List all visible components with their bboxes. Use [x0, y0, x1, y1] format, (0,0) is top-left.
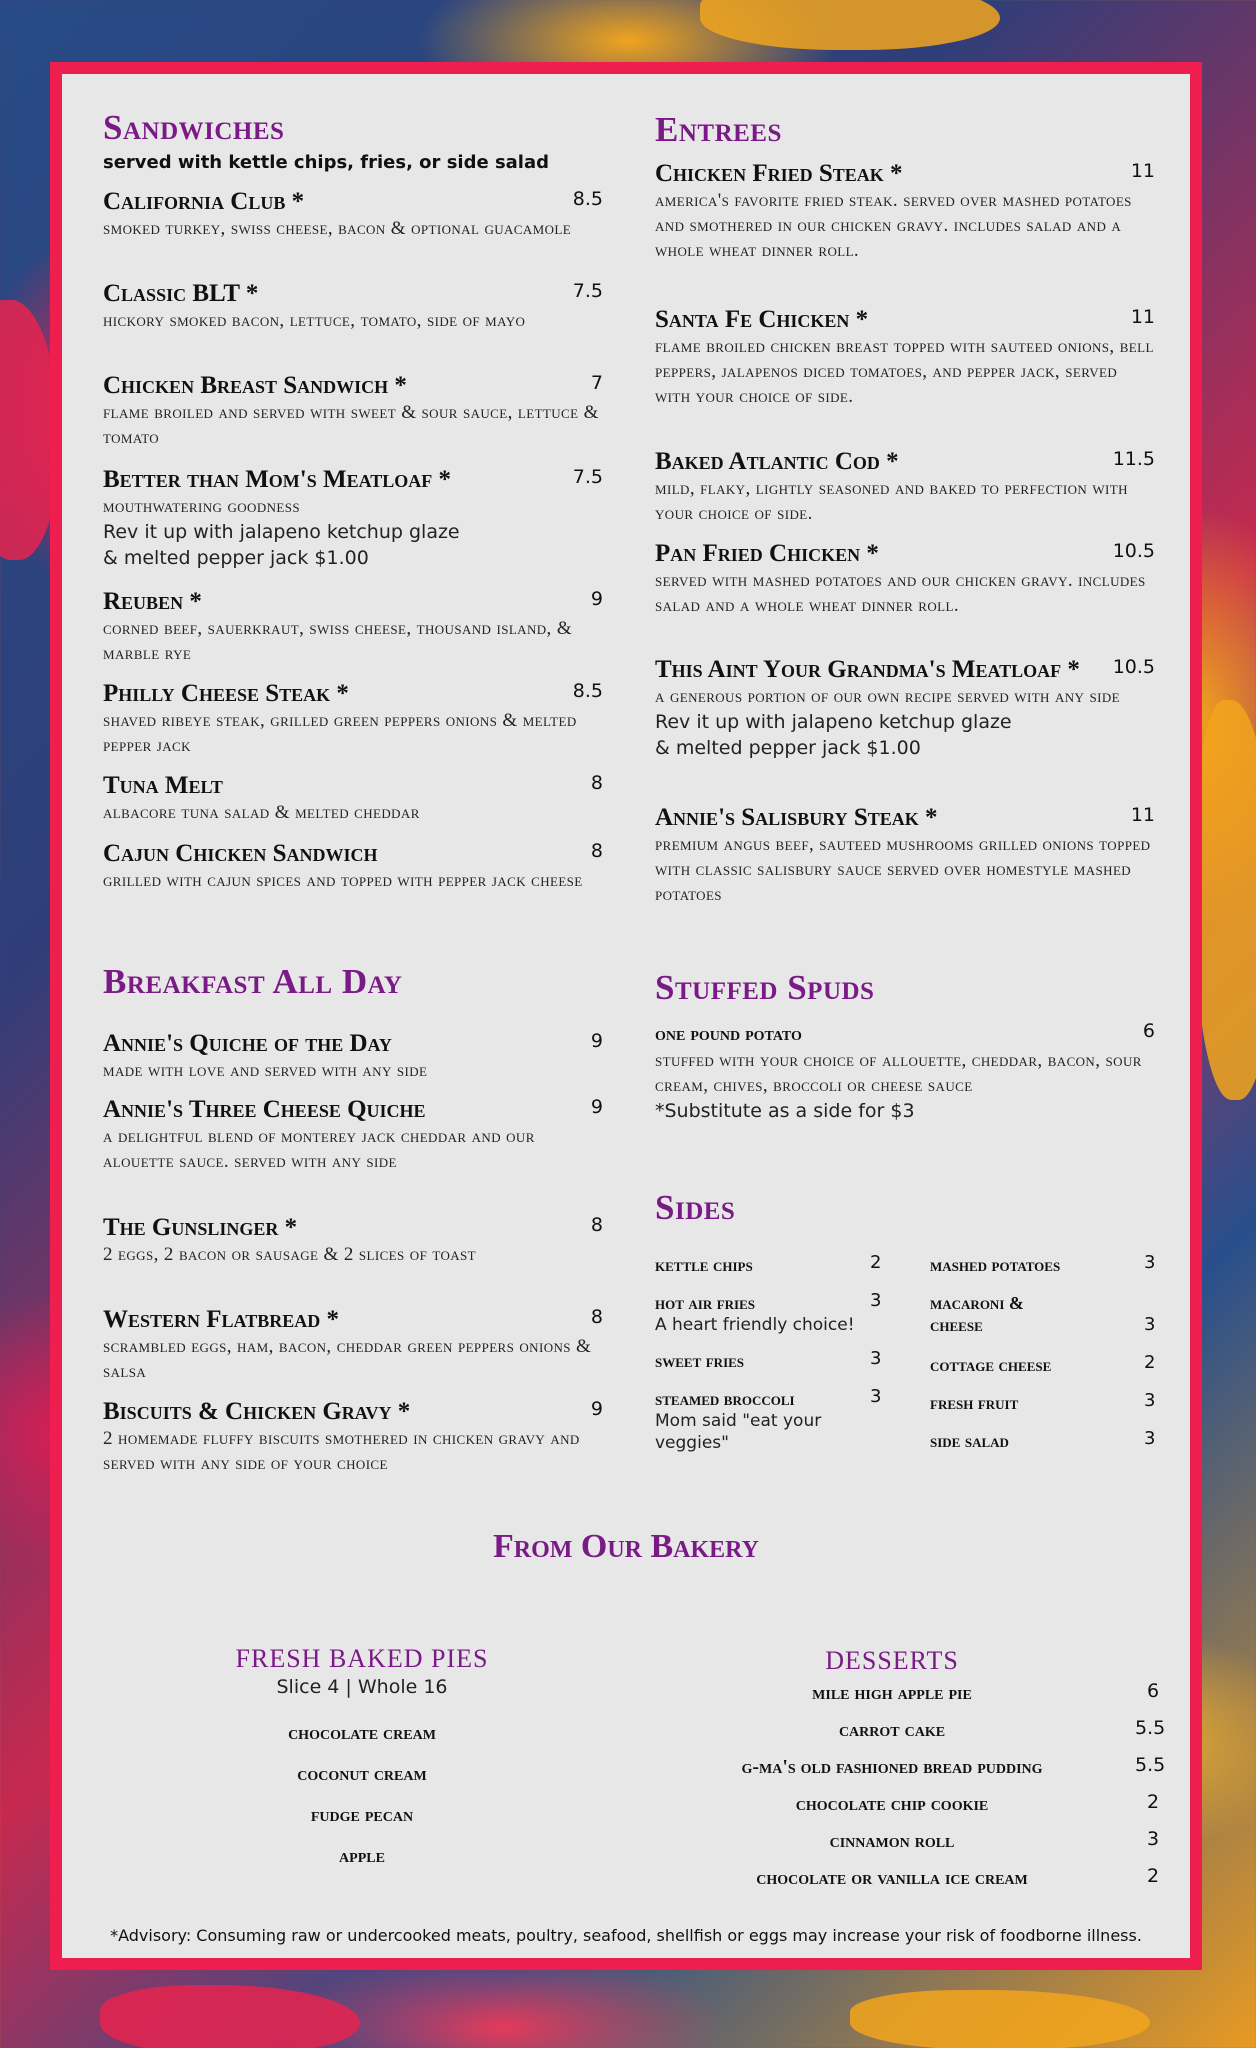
side-note: Mom said "eat your veggies" — [655, 1411, 822, 1453]
item-name: Annie's Three Cheese Quiche — [103, 1096, 426, 1123]
menu-item — [103, 1096, 603, 1174]
item-price: 7.5 — [572, 280, 603, 302]
dessert-price: 5.5 — [1135, 1717, 1166, 1739]
item-desc: grilled with cajun spices and topped with pepper jack cheese — [103, 870, 583, 891]
item-name: This Aint Your Grandma's Meatloaf * — [655, 656, 1080, 683]
item-desc: 2 eggs, 2 bacon or sausage & 2 slices of toast — [103, 1244, 477, 1265]
item-name: Reuben * — [103, 588, 202, 615]
item-name: Pan Fried Chicken * — [655, 540, 879, 567]
item-name: Santa Fe Chicken * — [655, 306, 869, 333]
side-price: 2 — [1144, 1352, 1156, 1373]
item-price: 9 — [590, 588, 603, 610]
item-name: Tuna Melt — [103, 772, 223, 799]
item-addon: Rev it up with jalapeno ketchup glaze — [655, 711, 1012, 733]
menu-item — [103, 588, 603, 666]
item-name: Chicken Fried Steak * — [655, 160, 903, 187]
dessert-price: 2 — [1147, 1791, 1160, 1813]
item-name: Philly Cheese Steak * — [103, 680, 349, 707]
pie-item: coconut cream — [297, 1763, 427, 1785]
item-desc: smoked turkey, swiss cheese, bacon & optional guacamole — [103, 218, 572, 239]
menu-item — [103, 188, 603, 241]
item-price: 8 — [590, 1214, 603, 1236]
item-desc: premium angus beef, sauteed mushrooms grilled onions topped with classic salisbury sauce served over homestyle mashed potatoes — [655, 834, 1151, 905]
item-desc: hickory smoked bacon, lettuce, tomato, side of mayo — [103, 310, 526, 331]
pie-item: fudge pecan — [310, 1804, 414, 1826]
dessert-item: mile high apple pie — [812, 1682, 972, 1704]
menu-item — [655, 1020, 1155, 1124]
menu-panel — [50, 62, 1202, 1970]
item-name: Western Flatbread * — [103, 1306, 339, 1333]
item-desc: america's favorite fried steak. served over mashed potatoes and smothered in our chicken gravy. includes salad and a whole wheat dinner roll. — [655, 190, 1132, 261]
dessert-item: cinnamon roll — [829, 1830, 955, 1852]
side-name: sweet fries — [655, 1351, 745, 1371]
item-name: Annie's Salisbury Steak * — [655, 804, 938, 831]
sides-title: Sides — [655, 1188, 736, 1227]
pie-item: apple — [339, 1845, 385, 1867]
item-desc: mild, flaky, lightly seasoned and baked to perfection with your choice of side. — [655, 478, 1128, 524]
item-desc: flame broiled and served with sweet & sour sauce, lettuce & tomato — [103, 402, 599, 448]
dessert-price: 5.5 — [1135, 1754, 1166, 1776]
menu-item — [655, 656, 1155, 761]
item-price: 11.5 — [1112, 448, 1155, 470]
item-price: 8.5 — [572, 680, 603, 702]
item-price: 11 — [1130, 306, 1155, 328]
entrees-title: Entrees — [655, 110, 782, 149]
side-price: 3 — [1144, 1390, 1156, 1411]
side-name: macaroni & cheese — [930, 1293, 1024, 1335]
item-name: Cajun Chicken Sandwich — [103, 840, 378, 867]
item-price: 8 — [590, 772, 603, 794]
menu-item — [103, 280, 603, 333]
item-addon: Rev it up with jalapeno ketchup glaze — [103, 521, 460, 543]
item-price: 10.5 — [1112, 656, 1155, 678]
menu-item — [103, 772, 603, 825]
menu-item — [103, 680, 603, 758]
menu-item — [103, 466, 603, 571]
paint-stroke — [1195, 700, 1256, 1100]
item-desc: mouthwatering goodness — [103, 496, 300, 517]
side-note: A heart friendly choice! — [655, 1315, 855, 1335]
dessert-price: 2 — [1147, 1865, 1160, 1887]
side-price: 3 — [870, 1348, 882, 1369]
menu-item — [103, 840, 603, 893]
item-price: 8.5 — [572, 188, 603, 210]
item-name: Classic BLT * — [103, 280, 259, 307]
menu-item — [655, 448, 1155, 526]
side-name: steamed broccoli — [655, 1389, 795, 1409]
side-price: 3 — [870, 1290, 882, 1311]
item-price: 7 — [590, 372, 603, 394]
dessert-item: chocolate chip cookie — [795, 1793, 989, 1815]
sandwiches-subtitle: served with kettle chips, fries, or side salad — [103, 152, 550, 173]
side-price: 3 — [1144, 1252, 1156, 1273]
item-name: Biscuits & Chicken Gravy * — [103, 1398, 411, 1425]
item-price: 9 — [590, 1030, 603, 1052]
paint-stroke — [700, 0, 1000, 50]
item-desc: stuffed with your choice of allouette, cheddar, bacon, sour cream, chives, broccoli or cheese sauce — [655, 1050, 1142, 1096]
item-desc: a delightful blend of monterey jack cheddar and our alouette sauce. served with any side — [103, 1126, 535, 1172]
pie-item: chocolate cream — [288, 1722, 436, 1744]
item-addon: & melted pepper jack $1.00 — [103, 547, 369, 569]
pies-title: FRESH BAKED PIES — [235, 1644, 489, 1673]
item-price: 8 — [590, 1306, 603, 1328]
side-name: hot air fries — [655, 1293, 756, 1313]
menu-item — [655, 540, 1155, 618]
side-name: fresh fruit — [930, 1393, 1019, 1413]
item-price: 7.5 — [572, 466, 603, 488]
sandwiches-title: Sandwiches — [103, 108, 285, 147]
item-price: 11 — [1130, 160, 1155, 182]
menu-item — [655, 306, 1155, 409]
menu-item — [103, 1030, 603, 1083]
menu-item — [103, 1306, 603, 1384]
side-name: mashed potatoes — [930, 1255, 1061, 1275]
item-name: Better than Mom's Meatloaf * — [103, 466, 452, 493]
item-desc: made with love and served with any side — [103, 1060, 428, 1081]
menu-item — [655, 160, 1155, 263]
pies-price: Slice 4 | Whole 16 — [276, 1676, 448, 1698]
item-price: 9 — [590, 1398, 603, 1420]
item-name: Annie's Quiche of the Day — [103, 1030, 392, 1057]
side-name: kettle chips — [655, 1255, 753, 1275]
breakfast-title: Breakfast All Day — [103, 962, 403, 1001]
item-name: California Club * — [103, 188, 305, 215]
advisory-note: *Advisory: Consuming raw or undercooked meats, poultry, seafood, shellfish or eggs may increase your risk of foodborne illness. — [110, 1926, 1142, 1945]
item-desc: served with mashed potatoes and our chicken gravy. includes salad and a whole wheat dinner roll. — [655, 570, 1146, 616]
item-addon: & melted pepper jack $1.00 — [655, 737, 921, 759]
item-price: 8 — [590, 840, 603, 862]
item-name: Baked Atlantic Cod * — [655, 448, 899, 475]
item-desc: corned beef, sauerkraut, swiss cheese, thousand island, & marble rye — [103, 618, 573, 664]
item-price: 11 — [1130, 804, 1155, 826]
side-price: 2 — [870, 1252, 882, 1273]
item-desc: shaved ribeye steak, grilled green peppers onions & melted pepper jack — [103, 710, 577, 756]
item-desc: 2 homemade fluffy biscuits smothered in chicken gravy and served with any side of your choice — [103, 1428, 580, 1474]
side-name: cottage cheese — [930, 1355, 1052, 1375]
side-name: side salad — [930, 1431, 1009, 1451]
menu-item — [103, 1398, 603, 1476]
item-price: 10.5 — [1112, 540, 1155, 562]
dessert-item: g-ma's old fashioned bread pudding — [741, 1756, 1043, 1778]
spuds-title: Stuffed Spuds — [655, 968, 875, 1007]
item-price: 9 — [590, 1096, 603, 1118]
item-price: 6 — [1142, 1020, 1155, 1042]
paint-stroke — [100, 1985, 360, 2048]
paint-stroke — [850, 1990, 1150, 2048]
item-desc: a generous portion of our own recipe served with any side — [655, 686, 1120, 707]
item-name: one pound potato — [655, 1023, 802, 1045]
dessert-item: chocolate or vanilla ice cream — [756, 1867, 1028, 1889]
desserts-title: DESSERTS — [825, 1646, 959, 1675]
menu-item — [103, 372, 603, 450]
item-desc: flame broiled chicken breast topped with sauteed onions, bell peppers, jalapenos diced tomatoes, and pepper jack, served with your choice of side. — [655, 336, 1154, 407]
dessert-item: carrot cake — [838, 1719, 946, 1741]
side-price: 3 — [870, 1386, 882, 1407]
item-desc: scrambled eggs, ham, bacon, cheddar green peppers onions & salsa — [103, 1336, 592, 1382]
side-price: 3 — [1144, 1428, 1156, 1449]
menu-item — [655, 804, 1155, 907]
dessert-price: 6 — [1147, 1680, 1160, 1702]
item-name: Chicken Breast Sandwich * — [103, 372, 407, 399]
dessert-price: 3 — [1147, 1828, 1160, 1850]
item-desc: albacore tuna salad & melted cheddar — [103, 802, 420, 823]
item-addon: *Substitute as a side for $3 — [655, 1100, 915, 1122]
item-name: The Gunslinger * — [103, 1214, 298, 1241]
side-price: 3 — [1144, 1314, 1156, 1335]
bakery-title: From Our Bakery — [492, 1528, 760, 1565]
menu-item — [103, 1214, 603, 1267]
